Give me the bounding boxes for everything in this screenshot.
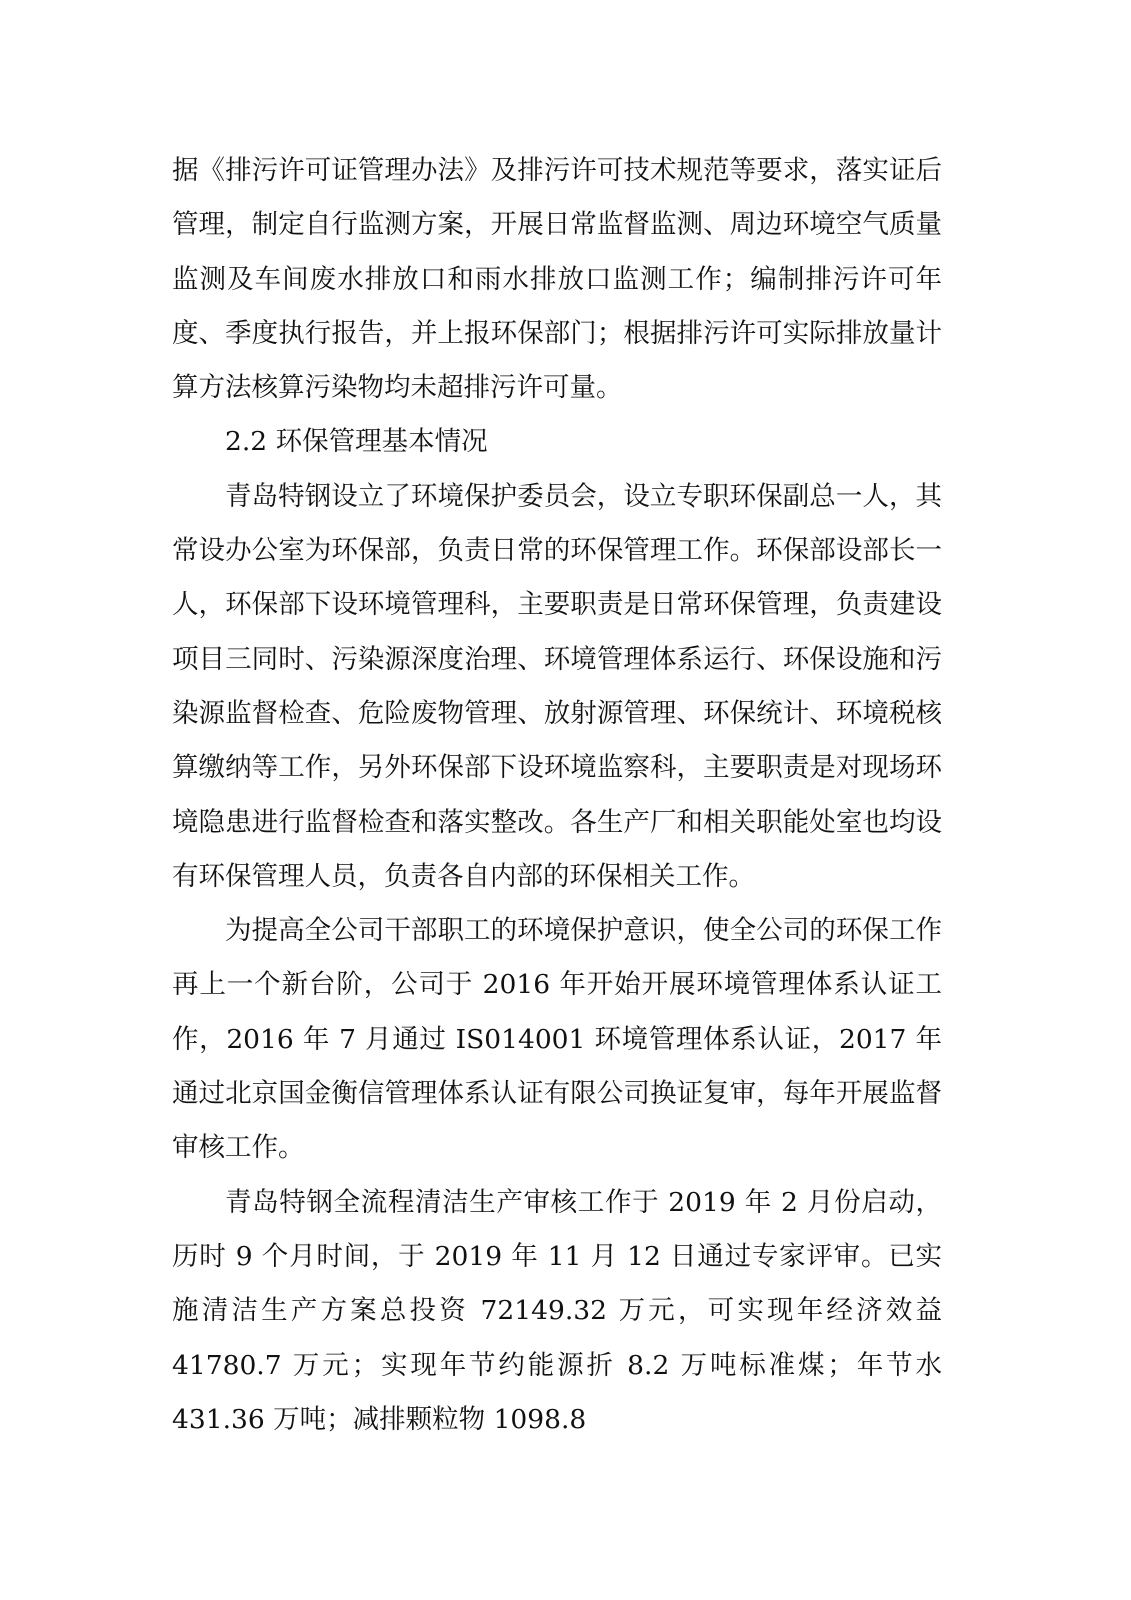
section-heading: 2.2 环保管理基本情况 <box>225 426 488 458</box>
paragraph-clean-production: 青岛特钢全流程清洁生产审核工作于 2019 年 2 月份启动，历时 9 个月时间，于 2019 年 11 月 12 日通过专家评审。已实施清洁生产方案总投资 72149.32 万元，可实现年经济效益 41780.7 万元；实现年节约能源折 8.2 万吨标准煤；年节水 431.36 万吨；减排颗粒物 1098.8 <box>172 1186 942 1435</box>
paragraph-permit-management: 据《排污许可证管理办法》及排污许可技术规范等要求，落实证后管理，制定自行监测方案，开展日常监督监测、周边环境空气质量监测及车间废水排放口和雨水排放口监测工作；编制排污许可年度、季度执行报告，并上报环保部门；根据排污许可实际排放量计算方法核算污染物均未超排污许可量。 <box>172 155 942 404</box>
document-body <box>172 144 942 1447</box>
paragraph-env-committee: 青岛特钢设立了环境保护委员会，设立专职环保副总一人，其常设办公室为环保部，负责日常的环保管理工作。环保部设部长一人，环保部下设环境管理科，主要职责是日常环保管理，负责建设项目三同时、污染源深度治理、环境管理体系运行、环保设施和污染源监督检查、危险废物管理、放射源管理、环保统计、环境税核算缴纳等工作，另外环保部下设环境监察科，主要职责是对现场环境隐患进行监督检查和落实整改。各生产厂和相关职能处室也均设有环保管理人员，负责各自内部的环保相关工作。 <box>172 480 942 892</box>
paragraph-iso-certification: 为提高全公司干部职工的环境保护意识，使全公司的环保工作再上一个新台阶，公司于 2016 年开始开展环境管理体系认证工作，2016 年 7 月通过 IS014001 环境管理体系认证，2017 年通过北京国金衡信管理体系认证有限公司换证复审，每年开展监督审核工作。 <box>172 915 942 1164</box>
